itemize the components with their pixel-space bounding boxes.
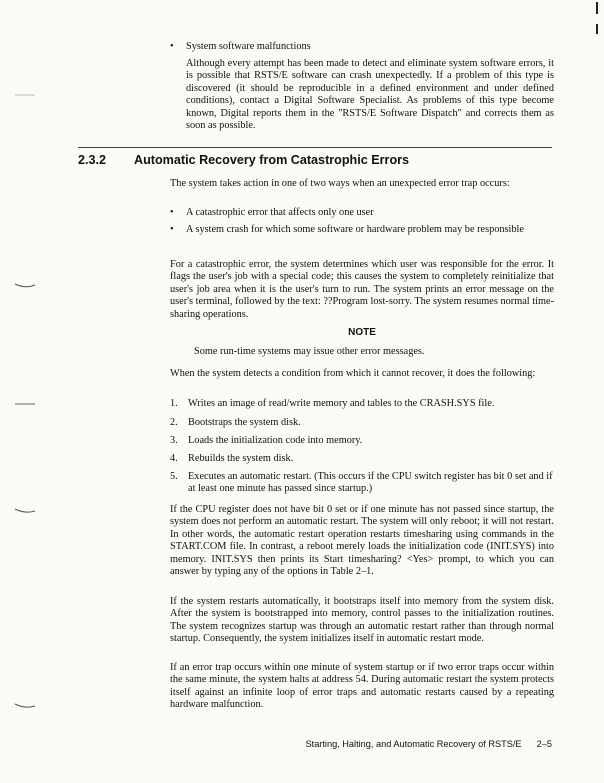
list-item-text: A catastrophic error that affects only one user bbox=[186, 207, 374, 218]
bullet-dot-icon: • bbox=[170, 224, 174, 235]
step-number: 4. bbox=[170, 453, 178, 464]
intro-paragraph: The system takes action in one of two ways when an unexpected error trap occurs: bbox=[170, 178, 510, 189]
step-number: 3. bbox=[170, 435, 178, 446]
cpu-register-paragraph: If the CPU register does not have bit 0 set or if one minute has not passed since startup, the system does not perform an automatic restart. The system will only reboot; it will not restart. In other words, the automatic restart operation restarts timesharing using commands in the START.COM file. In contrast, a reboot merely loads the initialization code (INIT.SYS) into memory. INIT.SYS then prints its Start timesharing? <Yes> prompt, to which you can answer by typing any of the options in Table 2–1. bbox=[170, 504, 554, 578]
step-text: Bootstraps the system disk. bbox=[188, 417, 301, 428]
margin-curve-icon bbox=[14, 508, 36, 514]
margin-tick-icon bbox=[14, 92, 36, 98]
bullet-dot-icon: • bbox=[170, 207, 174, 218]
top-bullet-text: Although every attempt has been made to detect and eliminate system software errors, it is possible that RSTS/E software can crash unexpectedly. If a problem of this type is discovered (it should be reproducible in a defined environment and under defined conditions), contact a Digital Software Specialist. As problems of this type become known, Digital reports them in the "RSTS/E Software Dispatch" and corrects them as soon as possible. bbox=[186, 58, 554, 132]
step-text: Loads the initialization code into memory. bbox=[188, 435, 363, 446]
note-text: Some run-time systems may issue other error messages. bbox=[194, 346, 425, 357]
section-title: Automatic Recovery from Catastrophic Errors bbox=[134, 153, 410, 167]
edge-mark bbox=[596, 2, 598, 14]
step-text: Executes an automatic restart. (This occurs if the CPU switch register has bit 0 set and if at least one minute has passed since startup.) bbox=[188, 471, 553, 495]
section-rule bbox=[78, 147, 552, 148]
restart-paragraph: If the system restarts automatically, it bootstraps itself into memory from the system disk. After the system is bootstrapped into memory, control passes to the initialization routines. The system recognizes startup was through an automatic restart rather than through normal startup. Consequently, the system initializes itself in automatic restart mode. bbox=[170, 596, 554, 645]
note-label: NOTE bbox=[348, 327, 376, 338]
footer-text: Starting, Halting, and Automatic Recovery of RSTS/E bbox=[305, 739, 522, 749]
step-text: Rebuilds the system disk. bbox=[188, 453, 294, 464]
step-number: 5. bbox=[170, 471, 178, 482]
page-number: 2–5 bbox=[536, 739, 552, 749]
list-item-text: A system crash for which some software or hardware problem may be responsible bbox=[186, 224, 524, 235]
edge-mark bbox=[596, 24, 598, 34]
step-number: 2. bbox=[170, 417, 178, 428]
step-number: 1. bbox=[170, 398, 178, 409]
bullet-dot-icon: • bbox=[170, 41, 174, 52]
section-number: 2.3.2 bbox=[78, 153, 107, 167]
margin-tick-icon bbox=[14, 401, 36, 407]
catastrophic-paragraph: For a catastrophic error, the system determines which user was responsible for the error. It flags the user's job with a special code; this causes the system to completely reinitialize that user's job area when it is the user's turn to run. The system prints an error message on the user's terminal, followed by the text: ??Program lost-sorry. The system resumes normal time-sharing operations. bbox=[170, 259, 554, 320]
top-bullet-label: System software malfunctions bbox=[186, 41, 311, 52]
error-trap-paragraph: If an error trap occurs within one minute of system startup or if two error traps occur within the same minute, the system halts at address 54. During automatic restart the system protects itself against an infinite loop of error traps and automatic restarts caused by a repeating hardware malfunction. bbox=[170, 662, 554, 711]
step-text: Writes an image of read/write memory and tables to the CRASH.SYS file. bbox=[188, 398, 495, 409]
margin-curve-icon bbox=[14, 703, 36, 709]
crash-intro-paragraph: When the system detects a condition from which it cannot recover, it does the following: bbox=[170, 368, 536, 379]
page-footer bbox=[250, 739, 552, 749]
margin-curve-icon bbox=[14, 283, 36, 289]
